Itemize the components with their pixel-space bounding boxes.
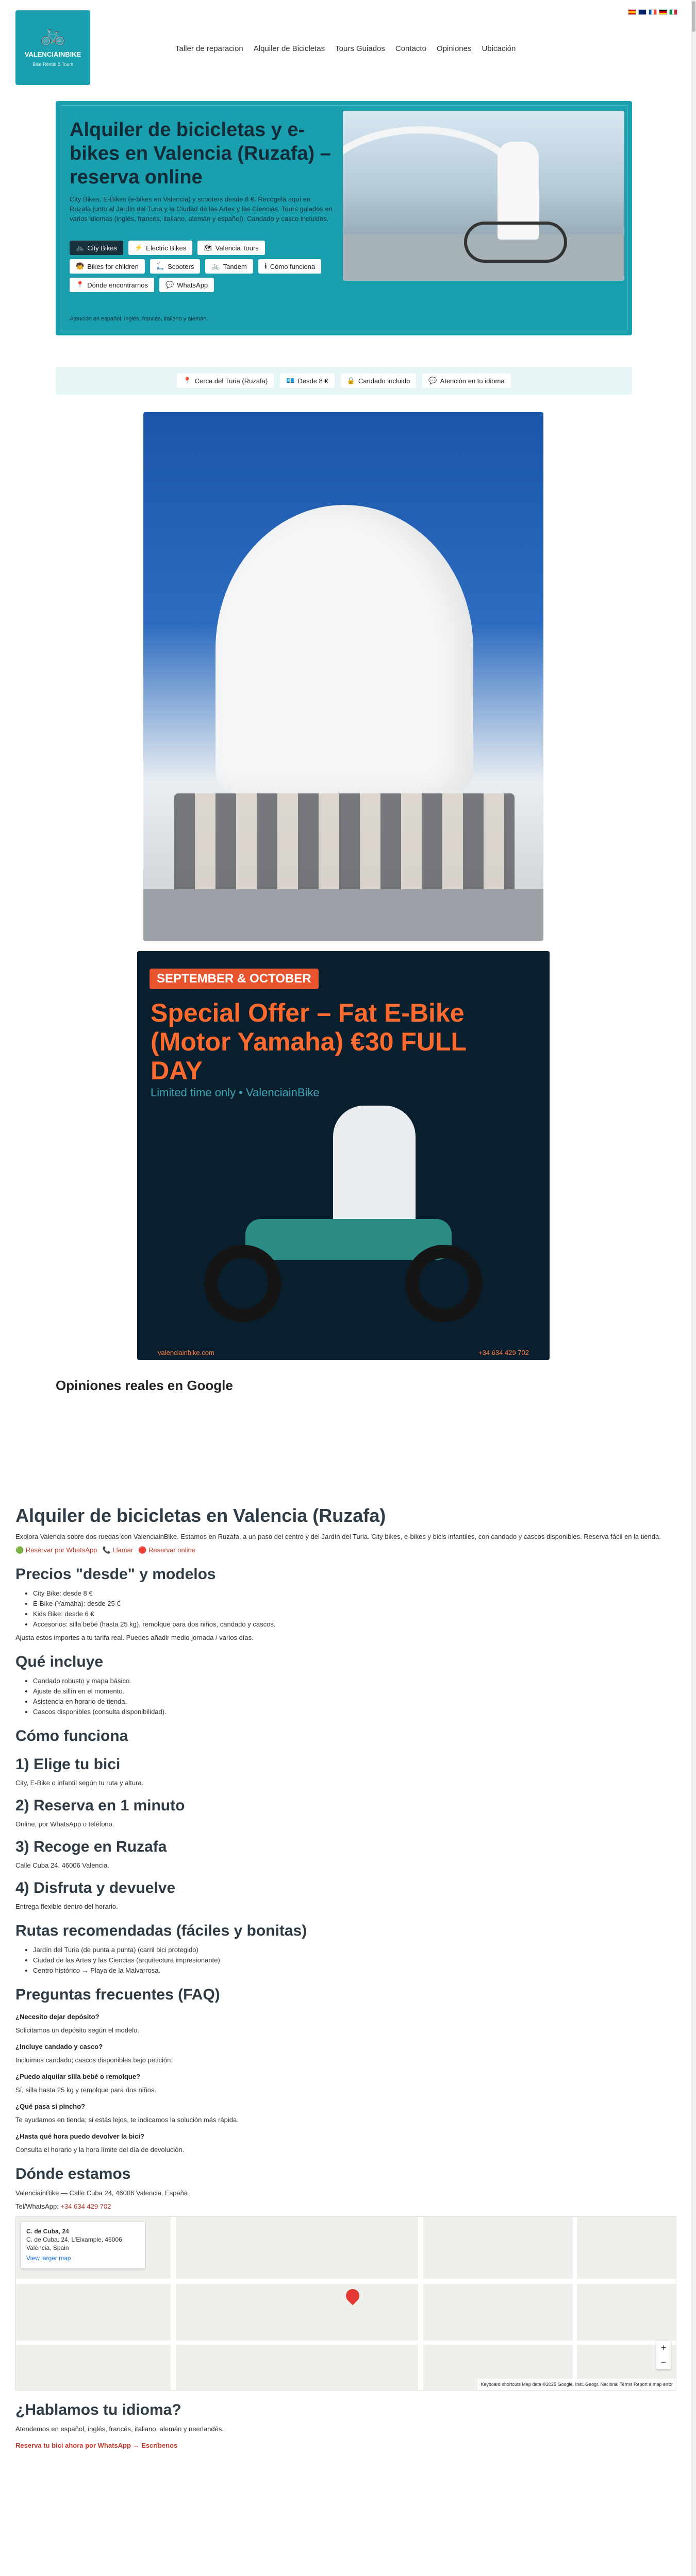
hero-text: City Bikes, E-Bikes (e-bikes en Valencia) y scooters desde 8 €. Recógela aquí en Ruzafa junto al Jardín del Turia y la Ciudad de las Artes y las Ciencias. Tours guiados en varios idiomas (inglés, francés, italiano, alemán y español). Candado y casco incluidos. [70,195,333,223]
button-label: Tandem [223,262,247,270]
step-text: Online, por WhatsApp o teléfono. [15,1820,114,1828]
map-road [573,2217,577,2391]
step-text: Entrega flexible dentro del horario. [15,1903,118,1910]
faq-heading: Preguntas frecuentes (FAQ) [15,1986,220,2003]
info-icon: ℹ [264,262,267,270]
button-label: Valencia Tours [215,244,259,252]
where-address: ValenciainBike — Calle Cuba 24, 46006 Valencia, España [15,2189,188,2197]
language-switcher [628,9,677,15]
map-larger-link[interactable]: View larger map [26,2255,71,2262]
site-header [0,0,691,93]
map-place-card [21,2222,145,2268]
faq-answer: Consulta el horario y la hora límite del día de devolución. [15,2146,185,2154]
nav-item-tours[interactable]: Tours Guiados [335,44,385,53]
promo-headline: Special Offer – Fat E-Bike (Motor Yamaha) €30 FULL DAY [151,998,467,1085]
nav-item-reviews[interactable]: Opiniones [436,44,472,53]
online-link[interactable]: 🔴 Reservar online [138,1546,195,1554]
google-map[interactable] [15,2216,676,2391]
prices-list [33,1589,681,1629]
badge-lock [341,374,417,388]
prices-heading: Precios "desde" y modelos [15,1566,216,1583]
list-item: • Asistencia en horario de tienda. [33,1697,681,1706]
step-title: 2) Reserva en 1 minuto [15,1797,185,1814]
badge-location [177,374,274,388]
where-phone-line [15,2202,681,2211]
badge-language [422,374,510,388]
site-logo[interactable] [15,10,90,85]
list-item: • E-Bike (Yamaha): desde 25 € [33,1599,681,1608]
button-label: Cómo funciona [270,262,316,270]
phone-label: Tel/WhatsApp: [15,2202,59,2210]
link-label: Reservar por WhatsApp [25,1546,97,1554]
nav-item-rental[interactable]: Alquiler de Bicicletas [253,44,325,53]
flag-es-icon[interactable] [628,9,636,15]
button-label: WhatsApp [177,281,208,289]
promo-season: SEPTEMBER & OCTOBER [150,969,319,989]
bike-logo-icon: 🚲 [40,23,66,46]
lock-icon: 🔒 [346,377,355,384]
map-road [16,2341,676,2345]
promo-sub: Limited time only • ValenciainBike [151,1086,320,1099]
map-road [418,2217,423,2391]
badge-label: Cerca del Turia (Ruzafa) [194,377,268,385]
list-item: • City Bike: desde 8 € [33,1589,681,1598]
photo-floor [143,889,543,941]
promo-footer [137,1345,550,1360]
where-heading: Dónde estamos [15,2165,131,2182]
faq-question: ¿Necesito dejar depósito? [15,2013,100,2021]
button-label: Bikes for children [87,262,139,270]
list-item: • Candado robusto y mapa básico. [33,1676,681,1686]
hero-photo [343,111,624,281]
list-item: • Jardín del Turia (de punta a punta) (carril bici protegido) [33,1945,681,1955]
whatsapp-link[interactable]: 🟢 Reservar por WhatsApp [15,1546,97,1554]
reviews-title: Opiniones reales en Google [56,1378,233,1393]
page-scrollbar[interactable] [691,0,696,2576]
routes-list [33,1945,681,1975]
photo-ebike [464,222,567,263]
hero-section [56,101,632,335]
nav-item-contact[interactable]: Contacto [395,44,426,53]
valencia-tours-button[interactable] [197,241,265,255]
step-title: 3) Recoge en Ruzafa [15,1838,167,1855]
scooters-button[interactable] [150,259,201,274]
list-item: • Centro histórico → Playa de la Malvarrosa. [33,1966,681,1975]
step-text: City, E-Bike o infantil según tu ruta y altura. [15,1779,144,1787]
prices-note: Ajusta estos importes a tu tarifa real. Puedes añadir medio jornada / varios días. [15,1634,254,1641]
main-content [15,1504,681,2454]
electric-bikes-button[interactable] [128,241,192,255]
link-label: Llamar [112,1546,134,1554]
faq-answer: Incluimos candado; cascos disponibles bajo petición. [15,2056,173,2064]
child-icon: 🧒 [76,262,85,270]
find-us-button[interactable] [70,278,154,292]
button-label: Electric Bikes [146,244,187,252]
scooter-icon: 🛴 [156,262,165,270]
include-list [33,1676,681,1717]
map-pin-icon[interactable] [343,2286,362,2306]
how-heading: Cómo funciona [15,1727,128,1744]
phone-link[interactable]: +34 634 429 702 [60,2202,111,2210]
language-heading: ¿Hablamos tu idioma? [15,2401,181,2418]
map-road [16,2279,676,2284]
whatsapp-icon: 💬 [165,281,174,289]
faq-question: ¿Qué pasa si pincho? [15,2103,86,2110]
pin-icon: 📍 [76,281,85,289]
promo-site: valenciainbike.com [158,1348,214,1357]
language-text: Atendemos en español, inglés, francés, italiano, alemán y neerlandés. [15,2425,224,2433]
map-place-address: C. de Cuba, 24, L'Eixample, 46006 València, Spain [26,2236,122,2251]
ebike-front-wheel [405,1245,483,1322]
include-heading: Qué incluye [15,1653,104,1670]
group-photo [143,412,543,941]
tandem-icon: 🚲 [211,262,220,270]
hero-note: Atención en español, inglés, francés, italiano y alemán. [70,316,208,322]
list-item: • Kids Bike: desde 6 € [33,1609,681,1619]
photo-dome [216,505,473,793]
logo-name: VALENCIAINBIKE [24,50,81,58]
map-zoom-controls[interactable]: + − [656,2341,671,2369]
scrollbar-thumb[interactable] [692,1,695,32]
promo-phone: +34 634 429 702 [478,1348,529,1357]
promo-banner[interactable] [137,951,550,1360]
logo-tagline: Bike Rental & Tours [32,62,73,67]
chat-icon: 💬 [428,377,437,384]
button-label: City Bikes [87,244,117,252]
whatsapp-cta[interactable]: Reserva tu bici ahora por WhatsApp → Escríbenos [15,2442,178,2449]
map-place-name: C. de Cuba, 24 [26,2228,69,2235]
content-intro: Explora Valencia sobre dos ruedas con ValenciainBike. Estamos en Ruzafa, a un paso del centro y del Jardín del Turia. City bikes, e-bikes y bicis infantiles, con candado y cascos disponibles. Reserva fácil en la tienda. [15,1533,661,1540]
flag-it-icon[interactable] [669,9,677,15]
faq-answer: Solicitamos un depósito según el modelo. [15,2026,139,2034]
badge-price [280,374,334,388]
call-link[interactable]: 📞 Llamar [102,1546,134,1554]
city-bikes-button[interactable] [70,241,123,255]
faq-question: ¿Hasta qué hora puedo devolver la bici? [15,2132,144,2140]
routes-heading: Rutas recomendadas (fáciles y bonitas) [15,1922,307,1939]
hero-buttons [70,241,338,292]
list-item: • Cascos disponibles (consulta disponibilidad). [33,1707,681,1717]
list-item: • Ajuste de sillín en el momento. [33,1687,681,1696]
tandem-button[interactable] [205,259,253,274]
faq-answer: Sí, silla hasta 25 kg y remolque para dos niños. [15,2086,157,2094]
faq-question: ¿Puedo alquilar silla bebé o remolque? [15,2073,140,2080]
main-nav [175,44,516,53]
link-label: Reservar online [148,1546,195,1554]
whatsapp-button[interactable] [159,278,214,292]
flag-fr-icon[interactable] [649,9,657,15]
flag-de-icon[interactable] [659,9,667,15]
hero-title: Alquiler de bicicletas y e-bikes en Valencia (Ruzafa) – reserva online [70,119,331,188]
badge-label: Desde 8 € [297,377,328,385]
button-label: Scooters [168,262,194,270]
button-label: Dónde encontrarnos [87,281,148,289]
hero-card [60,105,628,331]
badge-label: Atención en tu idioma [440,377,505,385]
pin-icon: 📍 [183,377,192,384]
step-title: 4) Disfruta y devuelve [15,1879,176,1896]
promo-ebike [184,1167,503,1322]
badge-label: Candado incluido [358,377,410,385]
list-item: • Ciudad de las Artes y las Ciencias (arquitectura impresionante) [33,1956,681,1965]
booking-links [15,1546,681,1555]
bike-icon: 🚲 [76,244,85,251]
faq-answer: Te ayudamos en tienda; si estás lejos, te indicamos la solución más rápida. [15,2116,239,2124]
map-road [171,2217,176,2391]
euro-icon: 💶 [286,377,295,384]
feature-badges [56,367,632,395]
list-item: • Accesorios: silla bebé (hasta 25 kg), remolque para dos niños, candado y cascos. [33,1620,681,1629]
step-text: Calle Cuba 24, 46006 Valencia. [15,1861,109,1869]
map-icon: 🗺 [204,244,212,251]
faq-question: ¿Incluye candado y casco? [15,2043,103,2050]
nav-item-location[interactable]: Ubicación [482,44,516,53]
map-attribution: Keyboard shortcuts Map data ©2025 Google, Inst. Geogr. Nacional Terms Report a map error [477,2379,676,2390]
bolt-icon: ⚡ [134,244,143,251]
content-title: Alquiler de bicicletas en Valencia (Ruzafa) [15,1505,386,1526]
ebike-rear-wheel [204,1245,281,1322]
how-it-works-button[interactable] [258,259,321,274]
step-title: 1) Elige tu bici [15,1756,121,1773]
nav-item-repair[interactable]: Taller de reparacion [175,44,243,53]
flag-gb-icon[interactable] [638,9,647,15]
bikes-children-button[interactable] [70,259,145,274]
